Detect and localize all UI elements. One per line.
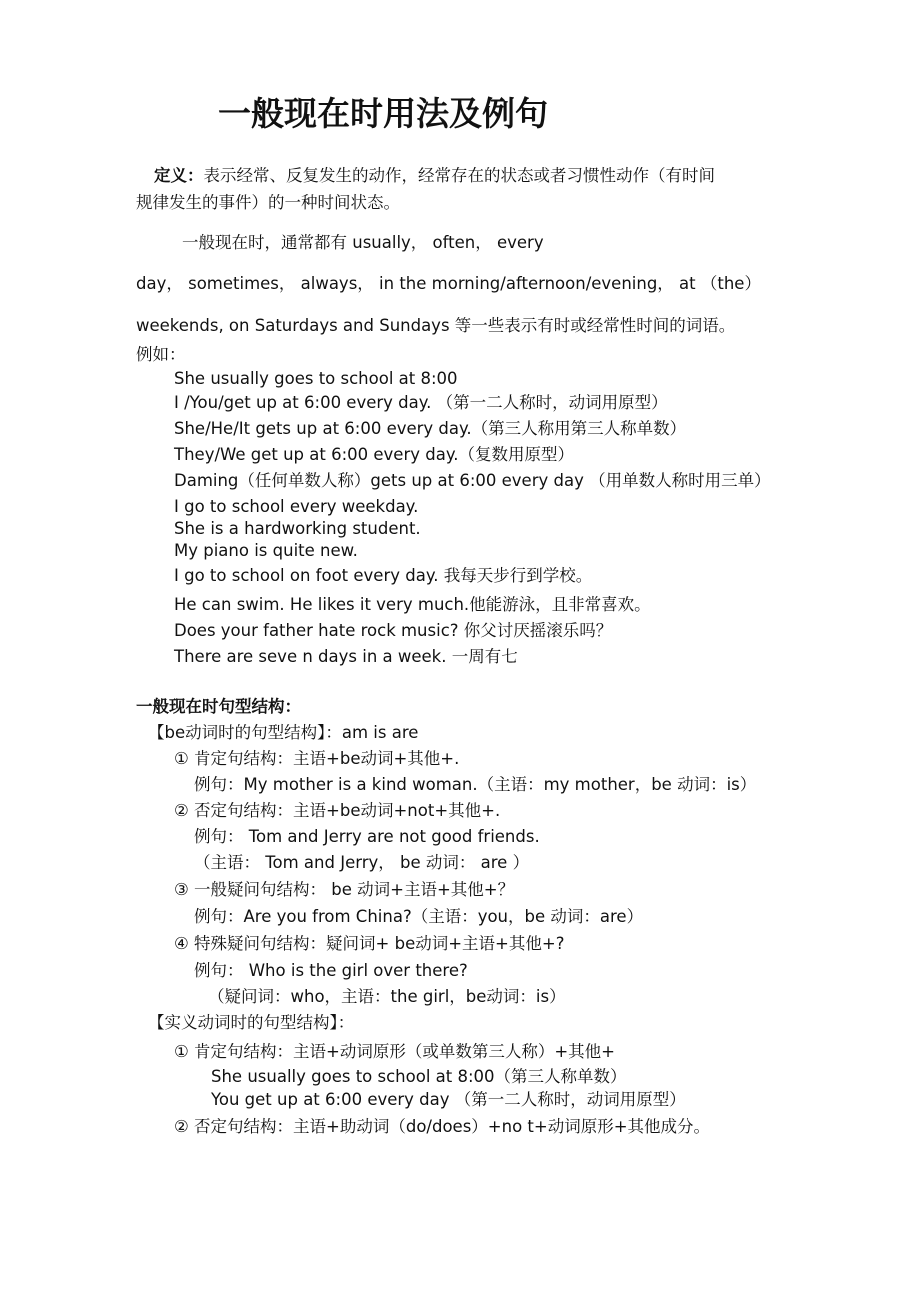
intro-line-1: 一般现在时，通常都有 usually， often， every — [182, 233, 544, 252]
example-line: Daming（任何单数人称）gets up at 6:00 every day （用单数人称时用三单） — [174, 471, 771, 490]
example-line: They/We get up at 6:00 every day.（复数用原型） — [174, 445, 574, 464]
example-line: Does your father hate rock music? 你父讨厌摇滚乐吗？ — [174, 621, 613, 640]
verb-section-line: She usually goes to school at 8:00（第三人称单数） — [211, 1067, 627, 1086]
be-section-line: ③ 一般疑问句结构： be 动词+主语+其他+？ — [174, 880, 515, 899]
example-line: She usually goes to school at 8:00 — [174, 369, 458, 388]
verb-section-line: ① 肯定句结构：主语+动词原形（或单数第三人称）+其他+ — [174, 1042, 616, 1061]
be-section-line: ④ 特殊疑问句结构：疑问词+ be动词+主语+其他+? — [174, 934, 565, 953]
intro-line-4: 例如： — [136, 345, 186, 364]
definition-label: 定义： — [154, 166, 204, 185]
example-line: She/He/It gets up at 6:00 every day.（第三人称用第三人称单数） — [174, 419, 687, 438]
verb-section-line: You get up at 6:00 every day （第一二人称时，动词用原型） — [211, 1090, 686, 1109]
structure-heading: 一般现在时句型结构： — [136, 697, 301, 716]
be-section-line: ② 否定句结构：主语+be动词+not+其他+. — [174, 801, 501, 820]
verb-section-heading: 【实义动词时的句型结构】： — [148, 1013, 355, 1032]
example-line: He can swim. He likes it very much.他能游泳，且非常喜欢。 — [174, 595, 651, 614]
be-section-line: 例句： Who is the girl over there? — [194, 961, 468, 980]
example-line: There are seve n days in a week. 一周有七 — [174, 647, 518, 666]
be-section-line: ① 肯定句结构：主语+be动词+其他+. — [174, 749, 460, 768]
intro-line-3: weekends, on Saturdays and Sundays 等一些表示有时或经常性时间的词语。 — [136, 316, 736, 335]
definition-text-1: 表示经常、反复发生的动作，经常存在的状态或者习惯性动作（有时间 — [203, 166, 715, 185]
be-section-line: 例句：Are you from China?（主语：you，be 动词：are） — [194, 907, 644, 926]
be-section-line: （疑问词：who，主语：the girl，be动词：is） — [208, 987, 566, 1006]
example-line: I go to school every weekday. — [174, 497, 419, 516]
example-line: I go to school on foot every day. 我每天步行到学校。 — [174, 566, 593, 585]
definition-line-1 — [154, 166, 715, 186]
be-section-line: 例句： Tom and Jerry are not good friends. — [194, 827, 540, 846]
example-line: She is a hardworking student. — [174, 519, 421, 538]
be-section-line: 例句：My mother is a kind woman.（主语：my mother，be 动词：is） — [194, 775, 757, 794]
page-title: 一般现在时用法及例句 — [218, 94, 548, 133]
example-line: My piano is quite new. — [174, 541, 358, 560]
be-section-line: （主语： Tom and Jerry， be 动词： are ） — [194, 853, 530, 872]
intro-line-2: day， sometimes， always， in the morning/afternoon/evening， at （the） — [136, 274, 761, 293]
verb-section-line: ② 否定句结构：主语+助动词（do/does）+no t+动词原形+其他成分。 — [174, 1117, 711, 1136]
example-line: I /You/get up at 6:00 every day. （第一二人称时，动词用原型） — [174, 393, 668, 412]
be-section-heading: 【be动词时的句型结构】：am is are — [148, 723, 419, 742]
definition-line-2: 规律发生的事件）的一种时间状态。 — [136, 193, 400, 212]
